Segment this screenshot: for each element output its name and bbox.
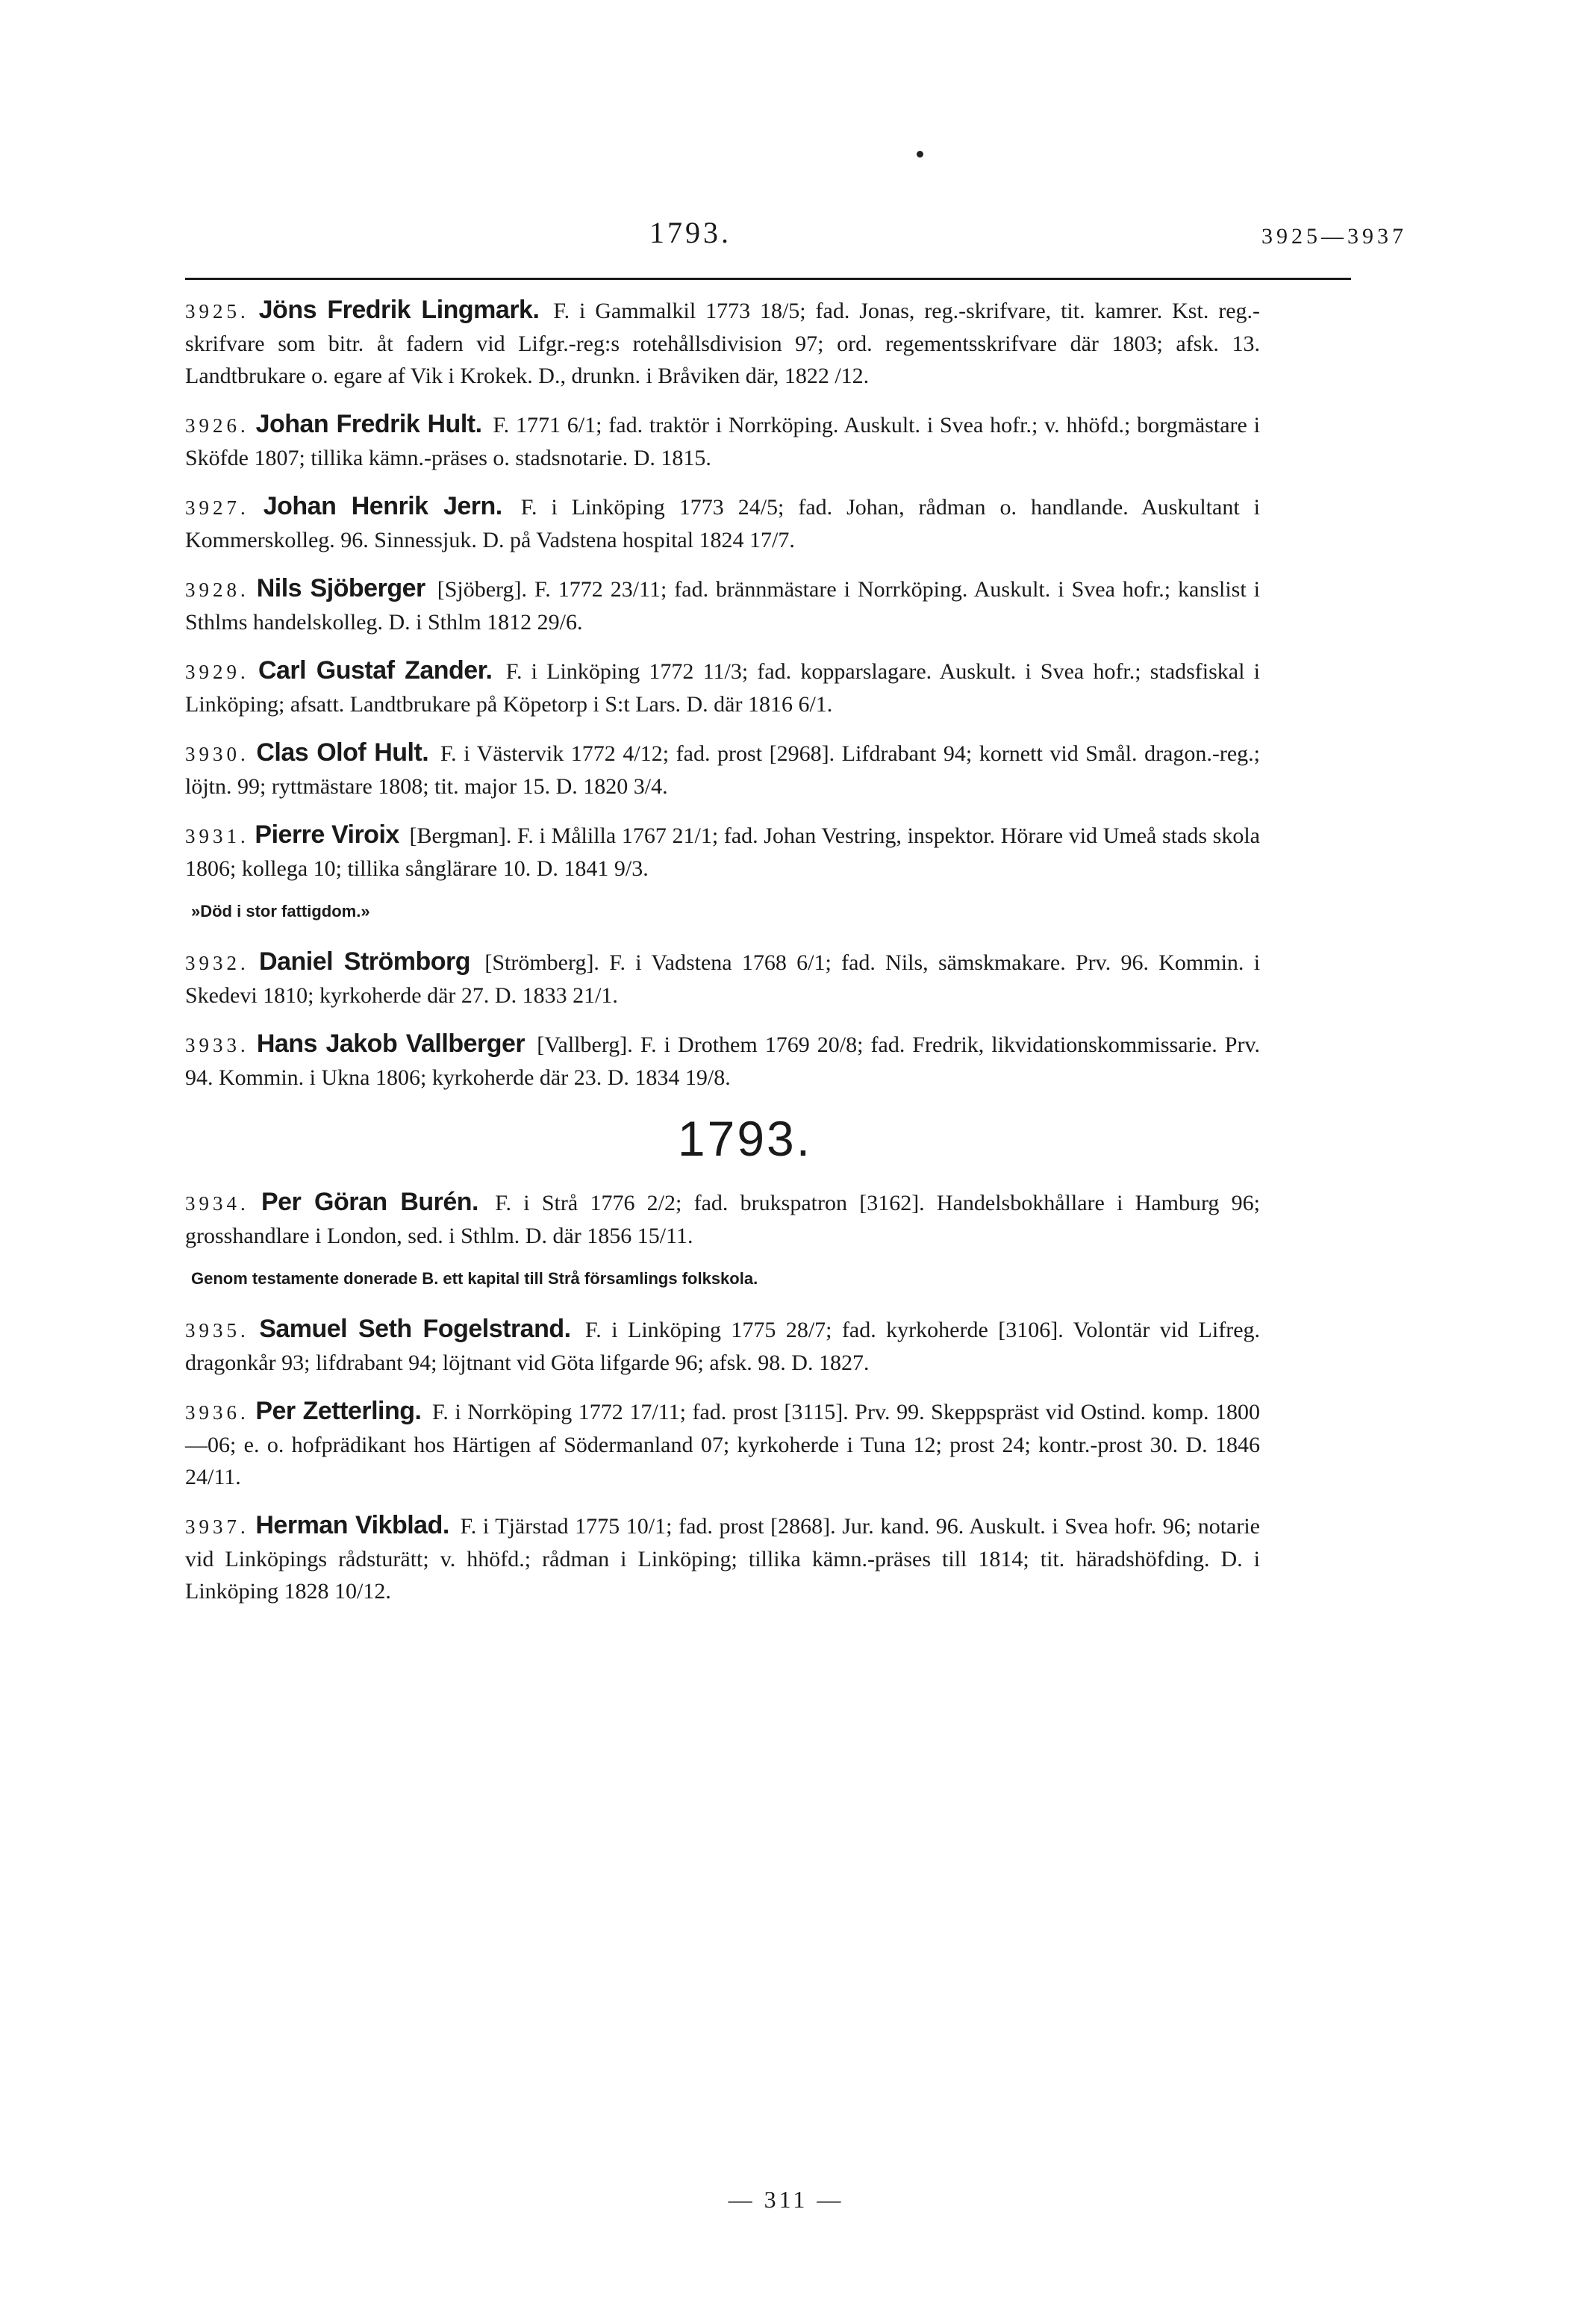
entry-text: F. i Linköping 1772 11/3; fad. kopparslagare. Auskult. i Svea hofr.; stadsfiskal i Linköping; afsatt. Landtbrukare på Köpetorp i S:t Lars. D. där 1816 6/1. bbox=[185, 659, 1260, 717]
entry-name: Carl Gustaf Zander. bbox=[258, 656, 493, 685]
entry-text: F. i Norrköping 1772 17/11; fad. prost [3115]. Prv. 99. Skeppspräst vid Ostind. komp. 1800—06; e. o. hofprädikant hos Härtigen af Södermanland 07; kyrkoherde i Tuna 12; prost 24; kontr.-prost 30. D. 1846 24/11. bbox=[185, 1400, 1261, 1489]
entry-number: 3928. bbox=[185, 579, 249, 601]
entry-text: F. i Strå 1776 2/2; fad. brukspatron [3162]. Handelsbokhållare i Hamburg 96; grosshandlare i London, sed. i Sthlm. D. där 1856 15/11. bbox=[185, 1191, 1261, 1248]
entry-number: 3926. bbox=[185, 414, 249, 437]
entry-text: [Bergman]. F. i Målilla 1767 21/1; fad. Johan Vestring, inspektor. Hörare vid Umeå stads skola 1806; kollega 10; tillika sånglärare 10. D. 1841 9/3. bbox=[185, 823, 1260, 881]
header-rule bbox=[185, 278, 1351, 280]
entry-number: 3929. bbox=[185, 661, 249, 683]
entry-text: [Strömberg]. F. i Vadstena 1768 6/1; fad. Nils, sämskmakare. Prv. 96. Kommin. i Skedevi 1810; kyrkoherde där 27. D. 1833 21/1. bbox=[185, 950, 1261, 1008]
entry-number: 3935. bbox=[185, 1319, 249, 1342]
entry bbox=[185, 1028, 1260, 1094]
entry-number: 3931. bbox=[185, 825, 249, 847]
entry bbox=[185, 655, 1260, 720]
entry-number: 3925. bbox=[185, 300, 249, 323]
entry bbox=[185, 1395, 1260, 1493]
entry-name: Herman Vikblad. bbox=[255, 1511, 449, 1539]
running-header-range: 3925—3937 bbox=[1261, 224, 1407, 249]
page-number: — 311 — bbox=[728, 2186, 844, 2213]
running-header-year: 1793. bbox=[649, 216, 732, 249]
entry-text: F. i Linköping 1773 24/5; fad. Johan, rådman o. handlande. Auskultant i Kommerskolleg. 96. Sinnessjuk. D. på Vadstena hospital 1824 17/7. bbox=[185, 495, 1260, 552]
entry-name: Pierre Viroix bbox=[255, 820, 399, 849]
entry bbox=[185, 946, 1260, 1012]
entry-text: F. 1771 6/1; fad. traktör i Norrköping. Auskult. i Svea hofr.; v. hhöfd.; borgmästare i Sköfde 1807; tillika kämn.-präses o. stadsnotarie. D. 1815. bbox=[185, 413, 1261, 470]
entry-note: »Död i stor fattigdom.» bbox=[191, 902, 370, 920]
entry bbox=[185, 819, 1260, 885]
entry-note: Genom testamente donerade B. ett kapital till Strå församlings folkskola. bbox=[191, 1269, 758, 1288]
entry bbox=[185, 1313, 1260, 1379]
entry bbox=[185, 490, 1260, 556]
entry-number: 3934. bbox=[185, 1192, 249, 1215]
entry bbox=[185, 408, 1260, 474]
entry bbox=[185, 1186, 1260, 1252]
entry-name: Daniel Strömborg bbox=[259, 947, 471, 976]
entry-text: F. i Tjärstad 1775 10/1; fad. prost [2868]. Jur. kand. 96. Auskult. i Svea hofr. 96; notarie vid Linköpings rådsturätt; v. hhöfd.; rådman i Linköping; tillika kämn.-präses till 1814; tit. häradshöfding. D. i Linköping 1828 10/12. bbox=[185, 1514, 1261, 1604]
entry-number: 3936. bbox=[185, 1401, 249, 1424]
entry-number: 3927. bbox=[185, 496, 249, 519]
entry-text: [Sjöberg]. F. 1772 23/11; fad. brännmästare i Norrköping. Auskult. i Svea hofr.; kanslist i Sthlms handelskolleg. D. i Sthlm 1812 29/6. bbox=[185, 577, 1260, 635]
entry-text: F. i Gammalkil 1773 18/5; fad. Jonas, reg.-skrifvare, tit. kamrer. Kst. reg.-skrifvare som bitr. åt fadern vid Lifgr.-reg:s rotehållsdivision 97; ord. regementsskrifvare där 1803; afsk. 13. Landtbrukare o. egare af Vik i Krokek. D., drunkn. i Bråviken där, 1822 /12. bbox=[185, 299, 1261, 388]
entry bbox=[185, 573, 1260, 638]
entry bbox=[185, 737, 1260, 803]
entry-name: Nils Sjöberger bbox=[256, 574, 425, 602]
entry-name: Samuel Seth Fogelstrand. bbox=[259, 1315, 571, 1343]
entry-name: Johan Fredrik Hult. bbox=[255, 410, 482, 438]
entry-name: Johan Henrik Jern. bbox=[263, 492, 502, 520]
entry bbox=[185, 1510, 1260, 1607]
entry-number: 3933. bbox=[185, 1034, 249, 1056]
entry-text: F. i Linköping 1775 28/7; fad. kyrkoherde [3106]. Volontär vid Lifreg. dragonkår 93; lifdrabant 94; löjtnant vid Göta lifgarde 96; afsk. 98. D. 1827. bbox=[185, 1318, 1261, 1375]
page-body bbox=[185, 294, 1260, 1624]
entry-list-2 bbox=[185, 1186, 1260, 1607]
entry-number: 3937. bbox=[185, 1515, 249, 1538]
entry-name: Clas Olof Hult. bbox=[256, 738, 429, 767]
entry-name: Per Göran Burén. bbox=[261, 1188, 479, 1216]
entry-name: Jöns Fredrik Lingmark. bbox=[258, 296, 540, 324]
entry-text: [Vallberg]. F. i Drothem 1769 20/8; fad. Fredrik, likvidationskommissarie. Prv. 94. Kommin. i Ukna 1806; kyrkoherde där 23. D. 1834 19/8. bbox=[185, 1032, 1260, 1090]
entry-name: Hans Jakob Vallberger bbox=[256, 1029, 525, 1058]
ink-dot bbox=[917, 151, 923, 158]
entry-list-1 bbox=[185, 294, 1260, 1094]
entry-number: 3930. bbox=[185, 743, 249, 765]
entry-name: Per Zetterling. bbox=[255, 1397, 422, 1425]
entry-number: 3932. bbox=[185, 952, 249, 974]
entry bbox=[185, 294, 1260, 392]
entry-text: F. i Västervik 1772 4/12; fad. prost [2968]. Lifdrabant 94; kornett vid Smål. dragon.-reg.; löjtn. 99; ryttmästare 1808; tit. major 15. D. 1820 3/4. bbox=[185, 741, 1260, 799]
section-year: 1793. bbox=[677, 1111, 813, 1166]
